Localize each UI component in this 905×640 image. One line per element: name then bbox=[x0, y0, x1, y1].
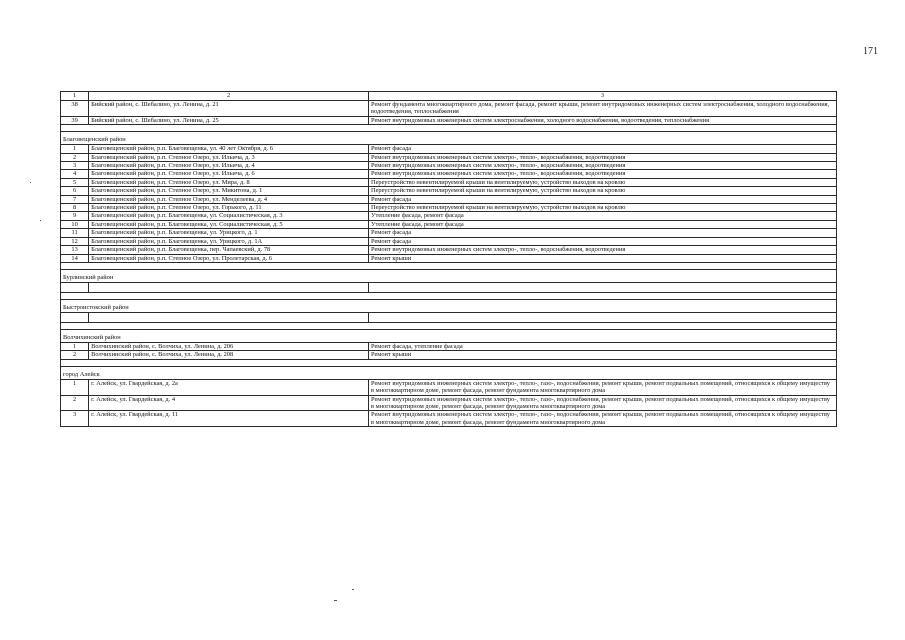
row-number: 7 bbox=[61, 195, 89, 203]
row-works: Ремонт внутридомовых инженерных систем электро-, тепло-, водоснабжения, водоотведения bbox=[368, 246, 836, 254]
repair-register-table bbox=[60, 91, 837, 427]
table-row bbox=[61, 195, 837, 203]
table-row bbox=[61, 204, 837, 212]
row-number: 12 bbox=[61, 237, 89, 245]
row-works: Ремонт фасада, утепление фасада bbox=[368, 342, 836, 350]
row-number: 39 bbox=[61, 116, 89, 124]
row-address: Благовещенский район, р.п. Благовещенка, ул. Урицкого, д. 1А bbox=[89, 237, 369, 245]
row-works: Ремонт внутридомовых инженерных систем электро-, тепло-, газо-, водоснабжения, ремонт крыши, ремонт подвальных помещений, относящихся к общему имуществу в многоквартирном доме, ремонт фасада, ремонт фундамента многоквартирного дома bbox=[368, 395, 836, 411]
row-address: Волчихинский район, с. Волчиха, ул. Ленина, д. 206 bbox=[89, 342, 369, 350]
row-works: Утепление фасада, ремонт фасада bbox=[368, 212, 836, 220]
row-address: г. Алейск, ул. Гвардейская, д. 4 bbox=[89, 395, 369, 411]
row-number: 2 bbox=[61, 351, 89, 359]
row-address: Благовещенский район, р.п. Степное Озеро, ул. Пролетарская, д. 6 bbox=[89, 254, 369, 262]
row-address: г. Алейск, ул. Гвардейская, д. 11 bbox=[89, 411, 369, 427]
column-number-1: 1 bbox=[61, 92, 89, 101]
row-address: Благовещенский район, р.п. Степное Озеро, ул. Горького, д. 11 bbox=[89, 204, 369, 212]
table-body bbox=[61, 92, 837, 427]
row-address: Благовещенский район, р.п. Степное Озеро, ул. Менделеева, д. 4 bbox=[89, 195, 369, 203]
table-row bbox=[61, 212, 837, 220]
row-number: 1 bbox=[61, 379, 89, 395]
row-number: 13 bbox=[61, 246, 89, 254]
row-number: 2 bbox=[61, 395, 89, 411]
district-name: Бурлинский район bbox=[61, 269, 837, 282]
spacer-cell bbox=[61, 322, 837, 329]
table-row bbox=[61, 220, 837, 228]
district-name: город Алейск bbox=[61, 366, 837, 379]
row-number bbox=[61, 282, 89, 292]
row-works: Переустройство невентилируемой крыши на вентилируемую, устройство выходов на кровлю bbox=[368, 178, 836, 186]
table-row bbox=[61, 178, 837, 186]
page-number: 171 bbox=[863, 46, 878, 57]
row-number: 3 bbox=[61, 162, 89, 170]
row-works: Ремонт внутридомовых инженерных систем электро-, тепло-, водоснабжения, водоотведения bbox=[368, 153, 836, 161]
district-name: Благовещенский район bbox=[61, 132, 837, 145]
district-heading-row bbox=[61, 269, 837, 282]
column-number-2: 2 bbox=[89, 92, 369, 101]
district-name: Быстроистокский район bbox=[61, 299, 837, 312]
table-row bbox=[61, 312, 837, 322]
row-address: Благовещенский район, р.п. Благовещенка, ул. Социалистическая, д. 3 bbox=[89, 212, 369, 220]
scan-speck bbox=[334, 600, 337, 601]
row-number: 38 bbox=[61, 101, 89, 117]
row-number: 14 bbox=[61, 254, 89, 262]
district-heading-row bbox=[61, 299, 837, 312]
row-address: Благовещенский район, р.п. Благовещенка, ул. Урицкого, д. 1 bbox=[89, 229, 369, 237]
row-works: Ремонт фасада bbox=[368, 237, 836, 245]
row-works: Ремонт фасада bbox=[368, 229, 836, 237]
row-number: 5 bbox=[61, 178, 89, 186]
scan-speck bbox=[352, 589, 354, 590]
table-row bbox=[61, 342, 837, 350]
row-address bbox=[89, 282, 369, 292]
row-works: Ремонт внутридомовых инженерных систем электро-, тепло-, водоснабжения, водоотведения bbox=[368, 162, 836, 170]
row-works: Ремонт крыши bbox=[368, 254, 836, 262]
row-number: 11 bbox=[61, 229, 89, 237]
row-address: г. Алейск, ул. Гвардейская, д. 2а bbox=[89, 379, 369, 395]
row-address: Благовещенский район, р.п. Степное Озеро, ул. Ильича, д. 6 bbox=[89, 170, 369, 178]
row-address: Благовещенский район, р.п. Степное Озеро, ул. Микитона, д. 1 bbox=[89, 187, 369, 195]
row-number: 8 bbox=[61, 204, 89, 212]
scan-speck bbox=[30, 182, 31, 183]
row-address: Благовещенский район, р.п. Степное Озеро, ул. Мира, д. 8 bbox=[89, 178, 369, 186]
row-works bbox=[368, 312, 836, 322]
row-works: Переустройство невентилируемой крыши на вентилируемую, устройство выходов на кровлю bbox=[368, 204, 836, 212]
row-number: 2 bbox=[61, 153, 89, 161]
row-address: Волчихинский район, с. Волчиха, ул. Ленина, д. 208 bbox=[89, 351, 369, 359]
spacer-row bbox=[61, 125, 837, 132]
row-address: Благовещенский район, р.п. Степное Озеро, ул. Ильича, д. 4 bbox=[89, 162, 369, 170]
table-row bbox=[61, 351, 837, 359]
district-heading-row bbox=[61, 366, 837, 379]
row-number: 10 bbox=[61, 220, 89, 228]
row-address: Бийский район, с. Шебалино, ул. Ленина, д. 21 bbox=[89, 101, 369, 117]
column-number-row bbox=[61, 92, 837, 101]
spacer-cell bbox=[61, 359, 837, 366]
spacer-row bbox=[61, 359, 837, 366]
row-works: Ремонт внутридомовых инженерных систем электро-, тепло-, газо-, водоснабжения, ремонт крыши, ремонт подвальных помещений, относящихся к общему имуществу в многоквартирном доме, ремонт фасада, ремонт фундамента многоквартирного дома bbox=[368, 379, 836, 395]
row-address bbox=[89, 312, 369, 322]
row-address: Бийский район, с. Шебалино, ул. Ленина, д. 25 bbox=[89, 116, 369, 124]
row-works: Ремонт внутридомовых инженерных систем электроснабжения, холодного водоснабжения, водоотведения, теплоснабжения bbox=[368, 116, 836, 124]
row-works: Переустройство невентилируемой крыши на вентилируемую, устройство выходов на кровлю bbox=[368, 187, 836, 195]
row-number: 1 bbox=[61, 342, 89, 350]
table-row bbox=[61, 254, 837, 262]
row-number: 9 bbox=[61, 212, 89, 220]
column-number-3: 3 bbox=[368, 92, 836, 101]
spacer-row bbox=[61, 292, 837, 299]
spacer-cell bbox=[61, 262, 837, 269]
row-works: Ремонт фундамента многоквартирного дома, ремонт фасада, ремонт крыши, ремонт внутридомовых инженерных систем электроснабжения, холодного водоснабжения, водоотведения, теплоснабжения bbox=[368, 101, 836, 117]
table-row bbox=[61, 379, 837, 395]
table-row bbox=[61, 187, 837, 195]
table-row bbox=[61, 162, 837, 170]
spacer-row bbox=[61, 262, 837, 269]
table-row bbox=[61, 237, 837, 245]
row-works bbox=[368, 282, 836, 292]
row-address: Благовещенский район, р.п. Благовещенка, пер. Чапаевский, д. 78 bbox=[89, 246, 369, 254]
table-row bbox=[61, 153, 837, 161]
table-row bbox=[61, 282, 837, 292]
row-works: Ремонт внутридомовых инженерных систем электро-, тепло-, газо-, водоснабжения, ремонт крыши, ремонт подвальных помещений, относящихся к общему имуществу в многоквартирном доме, ремонт фасада, ремонт фундамента многоквартирного дома bbox=[368, 411, 836, 427]
row-number bbox=[61, 312, 89, 322]
row-number: 4 bbox=[61, 170, 89, 178]
district-name: Волчихинский район bbox=[61, 329, 837, 342]
row-works: Ремонт крыши bbox=[368, 351, 836, 359]
table-row bbox=[61, 395, 837, 411]
table-row bbox=[61, 145, 837, 153]
district-heading-row bbox=[61, 132, 837, 145]
row-number: 1 bbox=[61, 145, 89, 153]
row-works: Утепление фасада, ремонт фасада bbox=[368, 220, 836, 228]
row-number: 3 bbox=[61, 411, 89, 427]
row-address: Благовещенский район, р.п. Степное Озеро, ул. Ильича, д. 3 bbox=[89, 153, 369, 161]
table-row bbox=[61, 246, 837, 254]
row-works: Ремонт фасада bbox=[368, 145, 836, 153]
row-works: Ремонт внутридомовых инженерных систем электро-, тепло-, водоснабжения, водоотведения bbox=[368, 170, 836, 178]
row-works: Ремонт фасада bbox=[368, 195, 836, 203]
table-row bbox=[61, 170, 837, 178]
table-row bbox=[61, 116, 837, 124]
spacer-cell bbox=[61, 292, 837, 299]
scan-speck bbox=[40, 220, 41, 221]
table-row bbox=[61, 101, 837, 117]
table-row bbox=[61, 229, 837, 237]
table-row bbox=[61, 411, 837, 427]
row-address: Благовещенский район, р.п. Благовещенка, ул. 40 лет Октября, д. 6 bbox=[89, 145, 369, 153]
row-address: Благовещенский район, р.п. Благовещенка, ул. Социалистическая, д. 5 bbox=[89, 220, 369, 228]
row-number: 6 bbox=[61, 187, 89, 195]
spacer-cell bbox=[61, 125, 837, 132]
district-heading-row bbox=[61, 329, 837, 342]
spacer-row bbox=[61, 322, 837, 329]
